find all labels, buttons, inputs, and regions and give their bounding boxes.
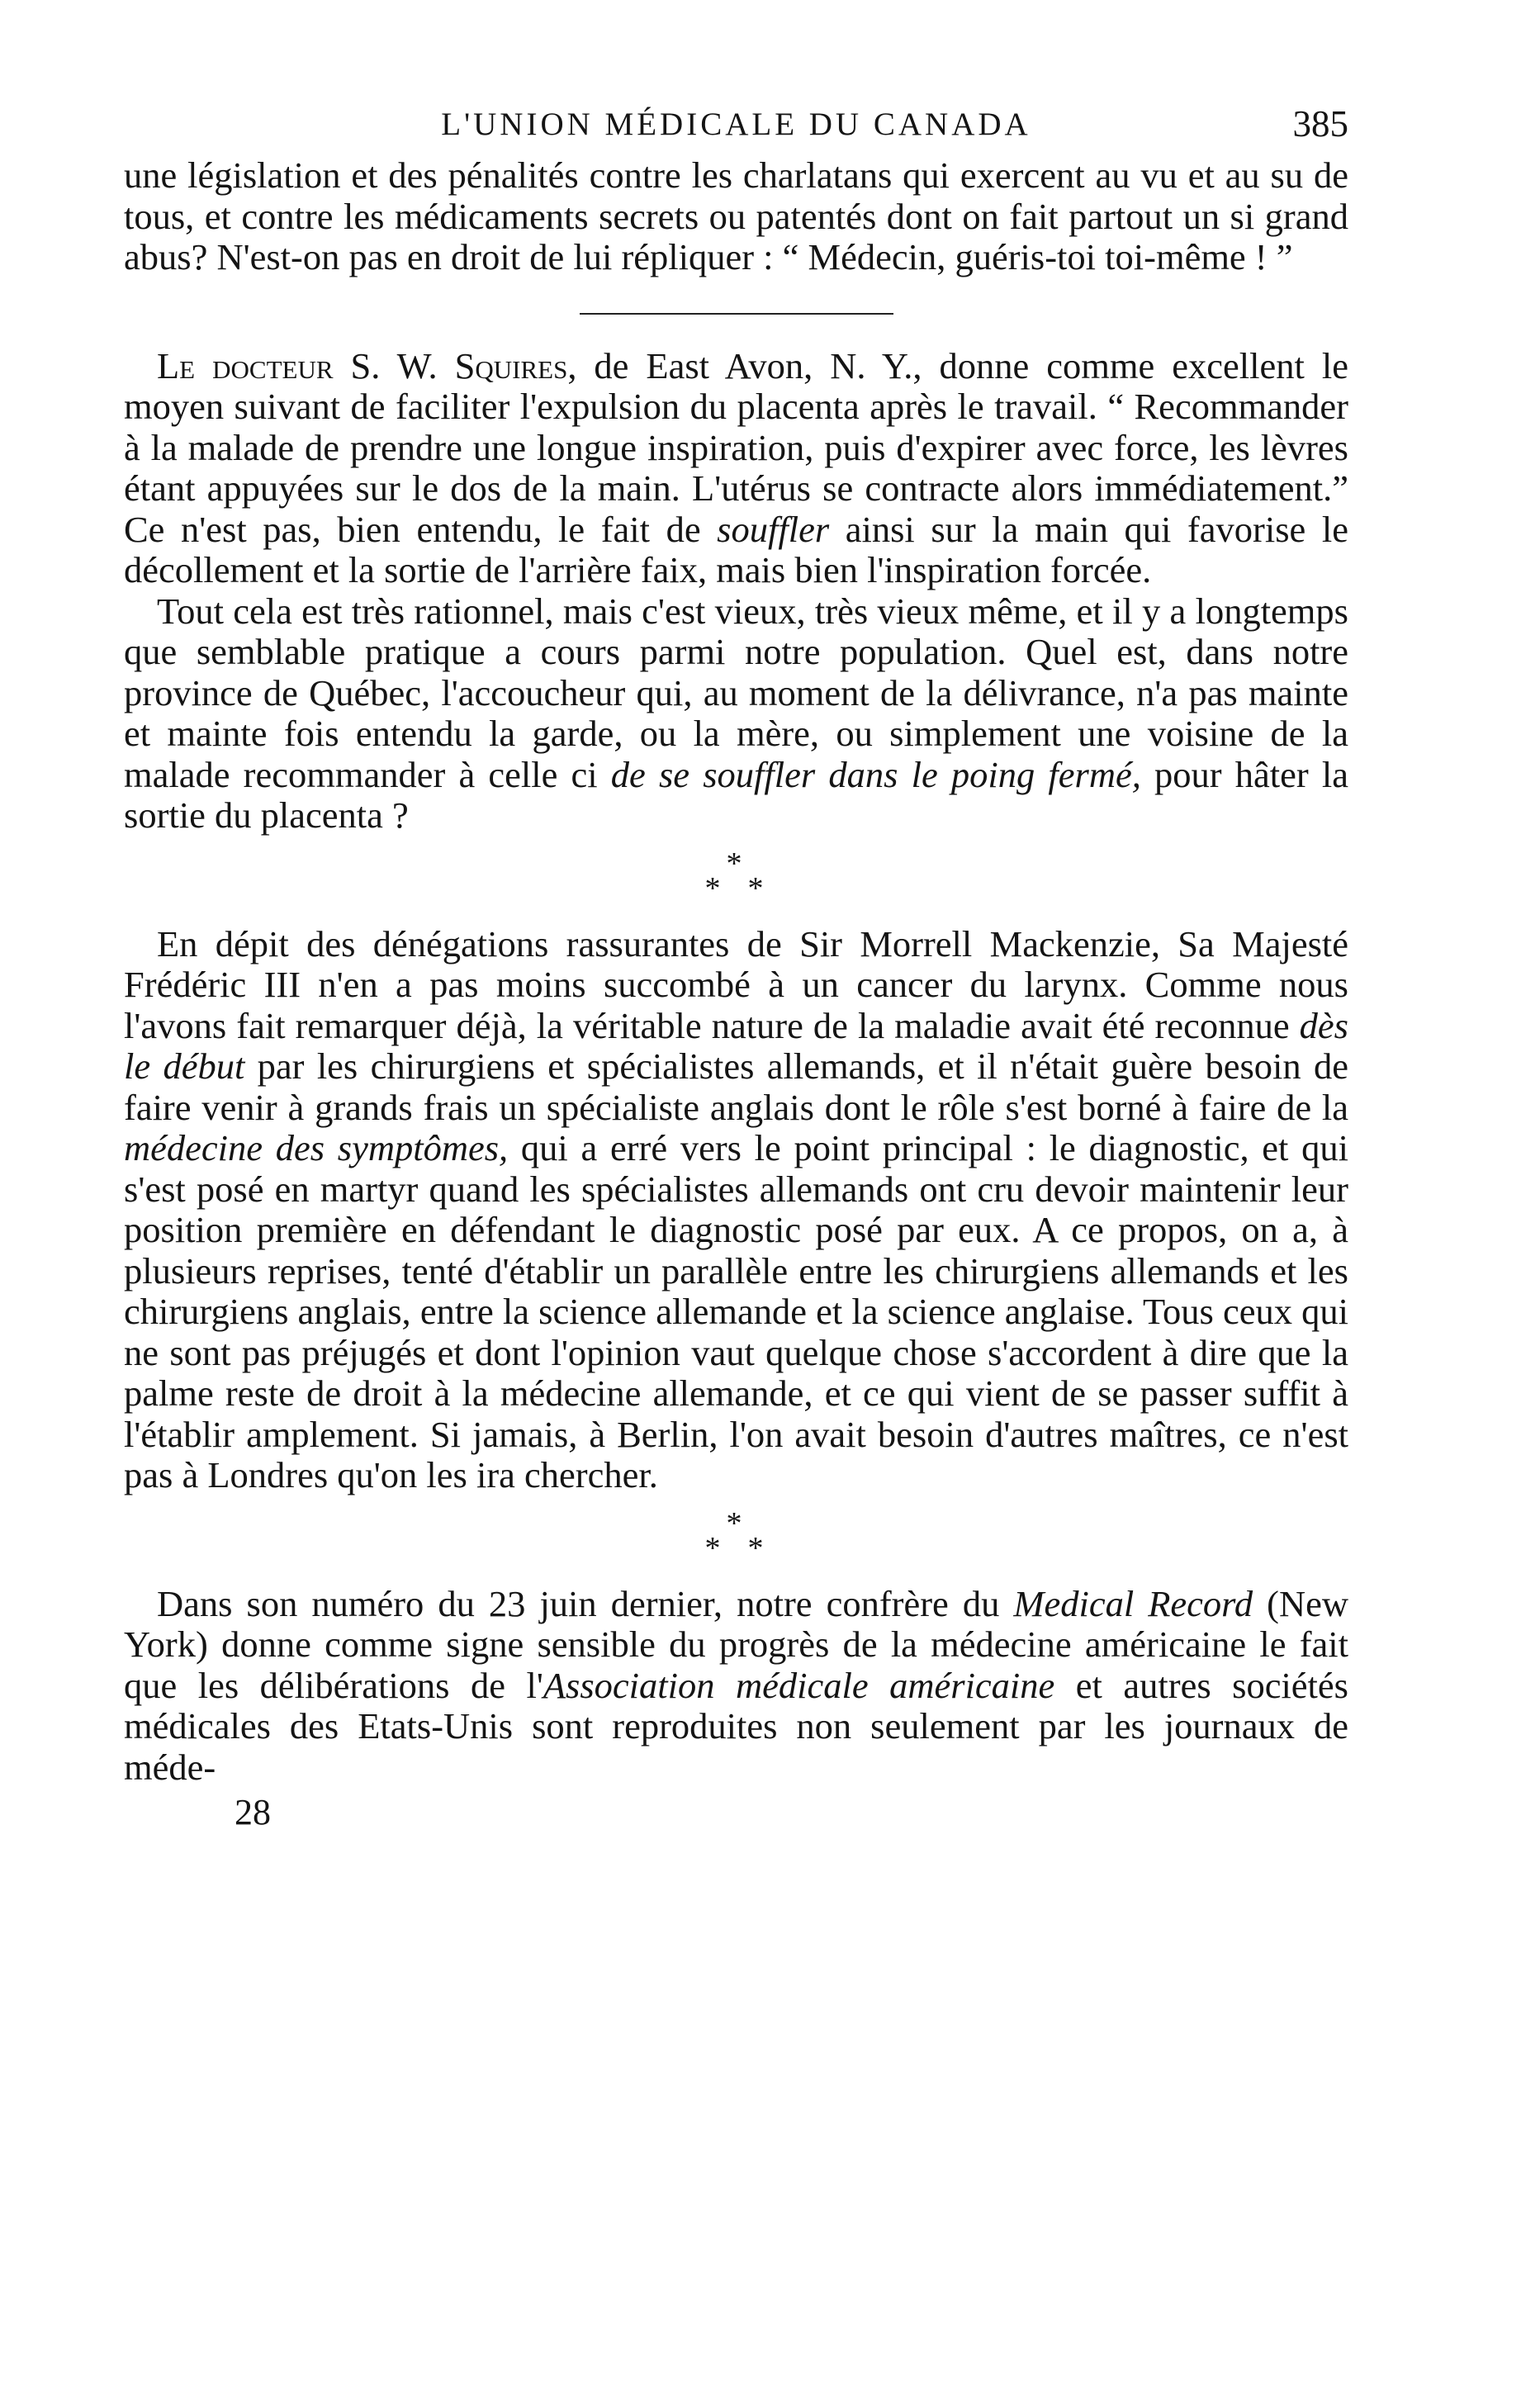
- asterism-star: *: [747, 870, 764, 906]
- paragraph-mackenzie: [124, 924, 1348, 1496]
- paragraph-text: (New York) donne comme signe sensible du progrès de la médecine américaine le fait que les délibérations de l': [124, 1582, 1348, 1706]
- author-name: Le docteur S. W. Squires: [157, 344, 568, 386]
- italic-phrase: de se souffler dans le poing fermé,: [610, 753, 1141, 795]
- association-name: Association médicale américaine: [543, 1664, 1055, 1706]
- asterism-divider: [687, 1505, 786, 1574]
- page-number: 385: [1292, 103, 1348, 145]
- asterism-star: *: [726, 1505, 742, 1541]
- asterism-star: *: [704, 870, 721, 906]
- paragraph-text: Dans son numéro du 23 juin dernier, notre confrère du: [157, 1582, 1014, 1624]
- paragraph-text: et autres sociétés médicales des Etats-Unis sont reproduites non seulement par les journaux de méde-: [124, 1664, 1348, 1788]
- continuation-text: une législation et des pénalités contre les charlatans qui exercent au vu et au su de tous, et contre les médicaments secrets ou patentés dont on fait partout un si grand abus? N'est-on pas en droit de lui répliquer : “ Médecin, guéris-toi toi-même ! ”: [124, 154, 1348, 277]
- paragraph-text: , de East Avon, N. Y., donne comme excellent le moyen suivant de faciliter l'expulsion du placenta après le travail. “ Recommander à la malade de prendre une longue inspiration, puis d'expirer avec force, les lèvres étant appuyées sur le dos de la main. L'utérus se contracte alors immédiatement.” Ce n'est pas, bien entendu, le fait de: [124, 344, 1348, 550]
- paragraph-text: par les chirurgiens et spécialistes allemands, et il n'était guère besoin de faire venir à grands frais un spécialiste anglais dont le rôle s'est borné à faire de la: [124, 1045, 1349, 1128]
- paragraph-continuation: [124, 155, 1348, 278]
- signature-mark: 28: [235, 1792, 271, 1832]
- paragraph-medical-record: [124, 1584, 1348, 1789]
- running-title: L'UNION MÉDICALE DU CANADA: [441, 107, 1031, 142]
- asterism-star: *: [747, 1530, 764, 1566]
- asterism-divider: [687, 848, 786, 914]
- asterism-star: *: [726, 846, 742, 881]
- paragraph-squires: [124, 346, 1348, 591]
- asterism-star: *: [704, 1530, 721, 1566]
- paragraph-text: pour hâter la sortie du placenta ?: [124, 753, 1348, 836]
- italic-phrase: dès le début: [124, 1004, 1348, 1087]
- paragraph-text: Tout cela est très rationnel, mais c'est vieux, très vieux même, et il y a longtemps que semblable pratique a cours parmi notre population. Quel est, dans notre province de Québec, l'accoucheur qui, au moment de la délivrance, n'a pas mainte et mainte fois entendu la garde, ou la mère, ou simplement une voisine de la malade recommander à celle ci: [124, 590, 1348, 795]
- paragraph-text: qui a erré vers le point principal : le diagnostic, et qui s'est posé en martyr quand les spécialistes allemands ont cru devoir maintenir leur position première en défendant le diagnostic posé par eux. A ce propos, on a, à plusieurs reprises, tenté d'établir un parallèle entre les chirurgiens allemands et les chirurgiens anglais, entre la science allemande et la science anglaise. Tous ceux qui ne sont pas préjugés et dont l'opinion vaut quelque chose s'accordent à dire que la palme reste de droit à la médecine allemande, et ce qui vient de se passer suffit à l'établir amplement. Si jamais, à Berlin, l'on avait besoin d'autres maîtres, ce n'est pas à Londres qu'on les ira chercher.: [124, 1127, 1348, 1495]
- paragraph-text: ainsi sur la main qui favorise le décollement et la sortie de l'arrière faix, mais bien l'inspiration forcée.: [124, 508, 1348, 590]
- italic-term: souffler: [717, 508, 830, 550]
- paragraph-text: En dépit des dénégations rassurantes de Sir Morrell Mackenzie, Sa Majesté Frédéric III n'en a pas moins succombé à un cancer du larynx. Comme nous l'avons fait remarquer déjà, la véritable nature de la maladie avait été reconnue: [124, 922, 1348, 1046]
- paragraph-commentary: [124, 591, 1348, 837]
- page-header: [124, 89, 1348, 155]
- journal-title: Medical Record: [1013, 1582, 1253, 1624]
- italic-phrase: médecine des symptômes,: [124, 1127, 509, 1168]
- section-divider: [580, 313, 893, 315]
